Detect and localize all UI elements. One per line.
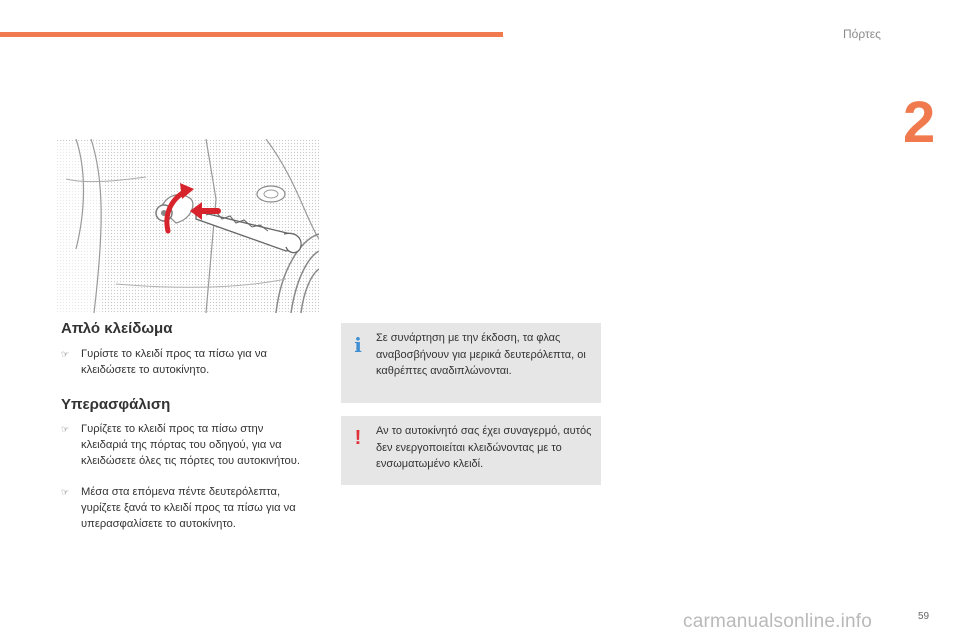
info-note-text: Σε συνάρτηση με την έκδοση, τα φλας αναβοσβήνουν για μερικά δευτερόλεπτα, οι καθρέπτες αναδιπλώνονται. [376,332,586,377]
bullet-item [61,421,311,469]
double-lock-heading: Υπερασφάλιση [61,396,171,413]
simple-lock-heading: Απλό κλείδωμα [61,320,173,337]
page-number: 59 [918,611,930,622]
info-note [341,323,601,403]
bullet-item [61,346,311,378]
info-icon: i [354,333,362,357]
pointing-hand-icon: ☞ [61,424,70,434]
door-lock-illustration [56,139,319,313]
pointing-hand-icon: ☞ [61,349,70,359]
bullet-text: Γυρίζετε το κλειδί προς τα πίσω στην κλειδαριά της πόρτας του οδηγού, για να κλειδώσετε όλες τις πόρτες του αυτοκινήτου. [81,423,300,467]
watermark: carmanualsonline.info [683,611,873,632]
warning-exclamation-icon: ! [354,427,362,449]
pointing-hand-icon: ☞ [61,487,70,497]
section-title: Πόρτες [843,27,881,41]
warning-note-text: Αν το αυτοκίνητό σας έχει συναγερμό, αυτός δεν ενεργοποιείται κλειδώνοντας με το ενσωματωμένο κλειδί. [376,425,592,470]
top-accent-bar [0,32,503,37]
bullet-item [61,484,311,532]
warning-note [341,416,601,485]
bullet-text: Μέσα στα επόμενα πέντε δευτερόλεπτα, γυρίζετε ξανά το κλειδί προς τα πίσω για να υπερασφαλίσετε το αυτοκίνητο. [81,486,296,530]
chapter-number: 2 [903,90,936,155]
bullet-text: Γυρίστε το κλειδί προς τα πίσω για να κλειδώσετε το αυτοκίνητο. [81,348,267,376]
